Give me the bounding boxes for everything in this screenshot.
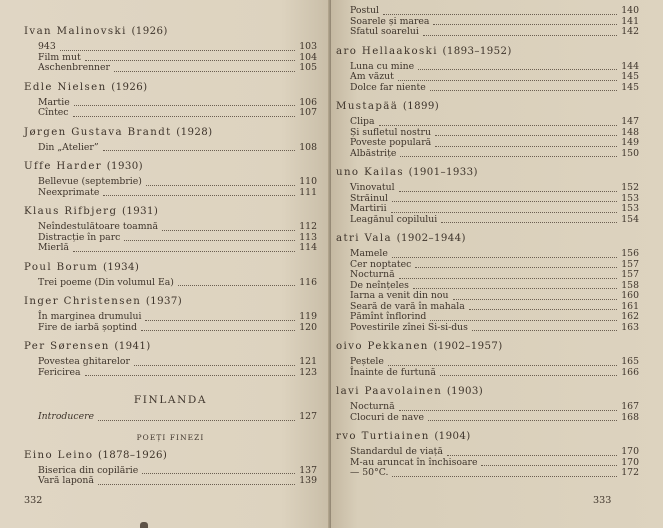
author-block (336, 232, 639, 333)
author-block (336, 385, 639, 423)
dot-leader (146, 185, 295, 186)
entry-title: Neîndestulătoare toamnă (38, 221, 159, 232)
toc-entry[interactable] (350, 413, 639, 424)
entry-title: Martie (38, 96, 70, 108)
author-heading (24, 295, 317, 309)
author-years: (1904) (434, 431, 471, 442)
entry-page: 153 (621, 192, 639, 204)
author-block (24, 261, 317, 289)
entry-title: Soarele și marea (350, 15, 430, 27)
dot-leader (440, 375, 617, 376)
author-years: (1893–1952) (442, 45, 512, 57)
dot-leader (60, 50, 296, 51)
author-block (24, 81, 317, 119)
entry-page: 157 (621, 258, 639, 270)
entry-title: Biserica din copilărie (38, 464, 139, 476)
author-heading (24, 160, 317, 174)
entry-title: Pămînt înflorind (350, 311, 427, 322)
dot-leader (73, 116, 296, 117)
author-years: (1930) (106, 161, 143, 172)
dot-leader (469, 309, 617, 310)
dot-leader (98, 484, 295, 485)
entry-page: 103 (299, 41, 317, 52)
dot-leader (178, 285, 295, 286)
entry-page: 167 (621, 401, 639, 412)
poem-list (336, 249, 639, 333)
dot-leader (418, 69, 617, 70)
dot-leader (74, 105, 296, 106)
entry-title: 943 (38, 41, 56, 52)
dot-leader (447, 455, 617, 456)
dot-leader (383, 14, 617, 15)
entry-title: Înainte de furtună (350, 366, 436, 378)
entry-page: 121 (299, 356, 317, 367)
dot-leader (388, 365, 617, 366)
dot-leader (398, 80, 617, 81)
entry-page: 163 (621, 321, 639, 333)
entry-title: Luna cu mine (350, 60, 415, 72)
author-block (336, 45, 639, 94)
dot-leader (124, 240, 295, 241)
author-years: (1901–1933) (408, 167, 478, 178)
entry-title: Sfatul soarelui (350, 26, 419, 37)
dot-leader (433, 24, 617, 25)
entry-page: 127 (299, 411, 317, 422)
author-block (24, 295, 317, 333)
dot-leader (134, 365, 295, 366)
entry-title: Cer noptatec (350, 258, 412, 270)
toc-entry[interactable] (350, 194, 639, 205)
right-author-list (336, 45, 639, 479)
toc-entry[interactable] (38, 368, 317, 379)
author-heading (336, 232, 639, 246)
author-name: Jørgen Gustava Brandt (24, 126, 172, 138)
entry-page: 108 (299, 141, 317, 153)
toc-entry[interactable] (38, 312, 317, 323)
author-name: Ivan Malinovski (24, 26, 127, 37)
dot-leader (392, 257, 617, 258)
dot-leader (85, 375, 296, 376)
author-years: (1941) (114, 341, 151, 352)
dot-leader (85, 60, 296, 61)
toc-entry[interactable] (350, 83, 639, 94)
entry-title: Vinovatul (350, 182, 395, 193)
entry-page: 170 (621, 456, 639, 468)
entry-title: În marginea drumului (38, 311, 142, 322)
author-heading (336, 100, 639, 114)
toc-entry[interactable] (350, 312, 639, 323)
author-name: Mustapää (336, 101, 399, 112)
entry-title: Mamele (350, 248, 388, 259)
entry-page: 149 (621, 137, 639, 148)
entry-page: 147 (621, 116, 639, 127)
poem-list (24, 312, 317, 333)
entry-page: 113 (299, 231, 317, 243)
toc-entry[interactable] (350, 138, 639, 149)
dot-leader (114, 71, 295, 72)
toc-entry[interactable] (38, 476, 317, 487)
entry-page: 154 (621, 213, 639, 225)
toc-entry[interactable] (38, 222, 317, 233)
entry-page: 156 (621, 248, 639, 259)
entry-page: 158 (621, 279, 639, 291)
author-name: rvo Turtiainen (336, 431, 430, 442)
entry-title: Leagănul copilului (350, 213, 438, 225)
dot-leader (399, 278, 618, 279)
page-number-right: 333 (593, 495, 612, 506)
entry-page: 153 (621, 203, 639, 214)
author-name: atri Vala (336, 233, 392, 244)
author-years: (1934) (102, 261, 140, 273)
dot-leader (141, 330, 295, 331)
entry-title: Distracție în parc (38, 231, 121, 243)
toc-entry[interactable] (350, 323, 639, 334)
toc-entry[interactable] (38, 108, 317, 119)
entry-title: Nocturnă (350, 269, 395, 280)
author-name: Inger Christensen (24, 296, 142, 307)
dot-leader (423, 35, 617, 36)
author-block (24, 25, 317, 74)
entry-title: Bellevue (septembrie) (38, 176, 142, 187)
entry-page: 170 (621, 446, 639, 457)
entry-title: Standardul de viață (350, 446, 443, 457)
entry-title: Iarna a venit din nou (350, 290, 449, 301)
toc-entry[interactable] (38, 278, 317, 289)
entry-page: 139 (299, 475, 317, 486)
toc-entry[interactable] (350, 291, 639, 302)
toc-entry[interactable] (350, 117, 639, 128)
toc-entry[interactable] (350, 357, 639, 368)
author-heading (24, 25, 317, 39)
toc-entry[interactable] (350, 215, 639, 226)
toc-entry[interactable] (350, 6, 639, 17)
toc-entry[interactable] (350, 368, 639, 379)
dot-leader (98, 420, 295, 421)
entry-title: Poveste populară (350, 137, 432, 148)
entry-page: 141 (621, 15, 639, 27)
entry-title: Străinul (350, 192, 389, 204)
entry-page: 107 (299, 107, 317, 118)
author-heading (336, 340, 639, 354)
dot-leader (162, 230, 295, 231)
entry-page: 148 (621, 126, 639, 138)
poem-list (24, 98, 317, 119)
author-heading (24, 126, 317, 140)
entry-page: 152 (621, 182, 639, 193)
author-block (336, 340, 639, 378)
poem-list (24, 177, 317, 198)
poem-list (336, 447, 639, 479)
toc-entry[interactable] (38, 412, 317, 423)
entry-title: Peștele (350, 356, 384, 367)
author-heading (336, 166, 639, 180)
author-name: Klaus Rifbjerg (24, 206, 118, 217)
right-page (331, 0, 663, 528)
dot-leader (142, 473, 295, 474)
toc-entry[interactable] (38, 188, 317, 199)
entry-title: Cîntec (38, 107, 69, 118)
poem-list (24, 278, 317, 289)
author-name: Edle Nielsen (24, 81, 107, 93)
entry-title: Clipa (350, 116, 375, 127)
right-continued-entries (336, 6, 639, 38)
subsection-title-poeti-finezi: POEȚI FINEZI (136, 432, 205, 442)
author-name: aro Hellaakoski (336, 45, 438, 57)
toc-entry[interactable] (350, 183, 639, 194)
dot-leader (481, 465, 617, 466)
toc-entry[interactable] (350, 27, 639, 38)
dot-leader (103, 195, 295, 196)
toc-entry[interactable] (350, 468, 639, 479)
dot-leader (435, 146, 617, 147)
author-block (24, 126, 317, 154)
author-heading (24, 261, 317, 275)
entry-title: Dolce far niente (350, 81, 426, 93)
left-author-list (24, 25, 317, 378)
entry-page: 120 (299, 321, 317, 333)
poem-list (336, 357, 639, 378)
introduction-entry (24, 412, 317, 423)
author-heading (336, 45, 639, 59)
entry-title: Albăstrițe (350, 147, 397, 159)
entry-title: M-au aruncat în închisoare (350, 456, 478, 468)
author-years: (1931) (122, 206, 159, 217)
entry-title: Film mut (38, 51, 81, 63)
author-years: (1899) (402, 101, 440, 112)
author-years: (1878–1926) (98, 449, 168, 461)
author-heading (24, 81, 317, 95)
toc-entry[interactable] (38, 177, 317, 188)
entry-page: 145 (621, 81, 639, 93)
author-name: lavi Paavolainen (336, 386, 443, 397)
entry-page: 106 (299, 96, 317, 108)
entry-page: 105 (299, 62, 317, 73)
ink-mark (140, 522, 148, 528)
toc-entry[interactable] (38, 323, 317, 334)
poem-list (24, 42, 317, 74)
entry-title: Trei poeme (Din volumul Ea) (38, 276, 174, 288)
entry-title: Nocturnă (350, 401, 395, 412)
dot-leader (73, 251, 295, 252)
dot-leader (453, 299, 618, 300)
dot-leader (415, 267, 617, 268)
entry-title: Aschenbrenner (38, 62, 110, 73)
author-heading (336, 385, 639, 399)
entry-title: Martirii (350, 203, 387, 214)
entry-page: 104 (299, 51, 317, 63)
toc-entry[interactable] (38, 42, 317, 53)
author-heading (24, 205, 317, 219)
entry-page: 112 (299, 221, 317, 232)
entry-page: 110 (299, 176, 317, 187)
entry-page: 114 (299, 242, 317, 253)
author-name: Uffe Harder (24, 161, 103, 172)
entry-page: 157 (621, 269, 639, 280)
author-block (24, 340, 317, 378)
toc-entry[interactable] (350, 458, 639, 469)
toc-entry[interactable] (38, 63, 317, 74)
poem-list (24, 143, 317, 154)
toc-entry[interactable] (38, 143, 317, 154)
entry-page: 111 (299, 186, 317, 198)
entry-title: Povestirile zînei Si-si-dus (350, 321, 468, 333)
dot-leader (430, 320, 617, 321)
author-heading (336, 430, 639, 444)
entry-page: 145 (621, 71, 639, 82)
entry-title: De neînțeles (350, 279, 409, 291)
toc-entry[interactable] (350, 249, 639, 260)
author-heading (24, 449, 317, 463)
entry-page: 144 (621, 60, 639, 72)
dot-leader (392, 476, 617, 477)
entry-page: 116 (299, 276, 317, 288)
toc-entry[interactable] (38, 357, 317, 368)
toc-entry[interactable] (38, 233, 317, 244)
entry-page: 162 (621, 311, 639, 322)
entry-title: Neexprimate (38, 186, 100, 198)
left-author-list-finland (24, 449, 317, 487)
author-block (24, 160, 317, 198)
toc-entry[interactable] (38, 243, 317, 254)
entry-page: 123 (299, 366, 317, 378)
author-block (336, 430, 639, 479)
dot-leader (430, 90, 617, 91)
entry-title: Clocuri de nave (350, 411, 424, 423)
toc-entry[interactable] (350, 447, 639, 458)
poem-list (24, 466, 317, 487)
toc-entry[interactable] (350, 72, 639, 83)
author-name: Per Sørensen (24, 341, 110, 352)
toc-entry[interactable] (350, 149, 639, 160)
poem-list (336, 183, 639, 225)
author-years: (1902–1957) (433, 341, 503, 352)
entry-title: Introducere (38, 411, 95, 422)
entry-title: Seară de vară în mahala (350, 300, 465, 312)
poem-list (24, 222, 317, 254)
entry-page: 166 (621, 366, 639, 378)
entry-title: — 50°C. (350, 467, 389, 478)
left-page (0, 0, 331, 528)
poem-list (336, 117, 639, 159)
author-years: (1926) (131, 26, 168, 37)
entry-title: Fericirea (38, 366, 81, 378)
author-name: uno Kailas (336, 167, 404, 178)
dot-leader (392, 201, 617, 202)
entry-page: 161 (621, 300, 639, 312)
author-name: Eino Leino (24, 449, 94, 461)
entry-title: Postul (350, 5, 379, 16)
entry-page: 160 (621, 290, 639, 301)
entry-title: Am văzut (350, 71, 394, 82)
toc-entry[interactable] (350, 204, 639, 215)
dot-leader (472, 330, 617, 331)
author-block (24, 449, 317, 487)
entry-page: 142 (621, 26, 639, 37)
entry-page: 172 (621, 467, 639, 478)
dot-leader (379, 125, 618, 126)
toc-entry[interactable] (350, 402, 639, 413)
dot-leader (441, 222, 617, 223)
dot-leader (391, 212, 618, 213)
entry-title: Vară laponă (38, 475, 94, 486)
dot-leader (435, 135, 617, 136)
page-number-left: 332 (24, 495, 43, 506)
author-block (336, 166, 639, 225)
entry-page: 140 (621, 5, 639, 16)
author-block (24, 205, 317, 254)
entry-page: 137 (299, 464, 317, 476)
entry-page: 119 (299, 311, 317, 322)
entry-title: Fire de iarbă șoptind (38, 321, 138, 333)
toc-entry[interactable] (38, 98, 317, 109)
author-years: (1926) (111, 81, 148, 93)
author-name: Poul Borum (24, 261, 99, 273)
dot-leader (145, 320, 295, 321)
entry-page: 165 (621, 356, 639, 367)
toc-entry[interactable] (350, 270, 639, 281)
poem-list (24, 357, 317, 378)
dot-leader (399, 191, 618, 192)
entry-title: Și sufletul nostru (350, 126, 431, 138)
dot-leader (399, 410, 618, 411)
author-years: (1937) (145, 296, 183, 307)
poem-list (336, 402, 639, 423)
poem-list (336, 62, 639, 94)
dot-leader (428, 420, 617, 421)
author-heading (24, 340, 317, 354)
author-name: oivo Pekkanen (336, 341, 429, 352)
author-block (336, 100, 639, 159)
author-years: (1903) (446, 386, 484, 397)
author-years: (1902–1944) (396, 233, 466, 244)
entry-title: Povestea ghitarelor (38, 356, 130, 367)
entry-title: Din „Atelier” (38, 141, 99, 153)
dot-leader (400, 156, 617, 157)
section-title-finlanda: FINLANDA (133, 394, 208, 406)
dot-leader (413, 288, 617, 289)
entry-page: 150 (621, 147, 639, 159)
author-years: (1928) (176, 126, 213, 138)
entry-title: Mierlă (38, 242, 69, 253)
dot-leader (103, 150, 296, 151)
entry-page: 168 (621, 411, 639, 423)
